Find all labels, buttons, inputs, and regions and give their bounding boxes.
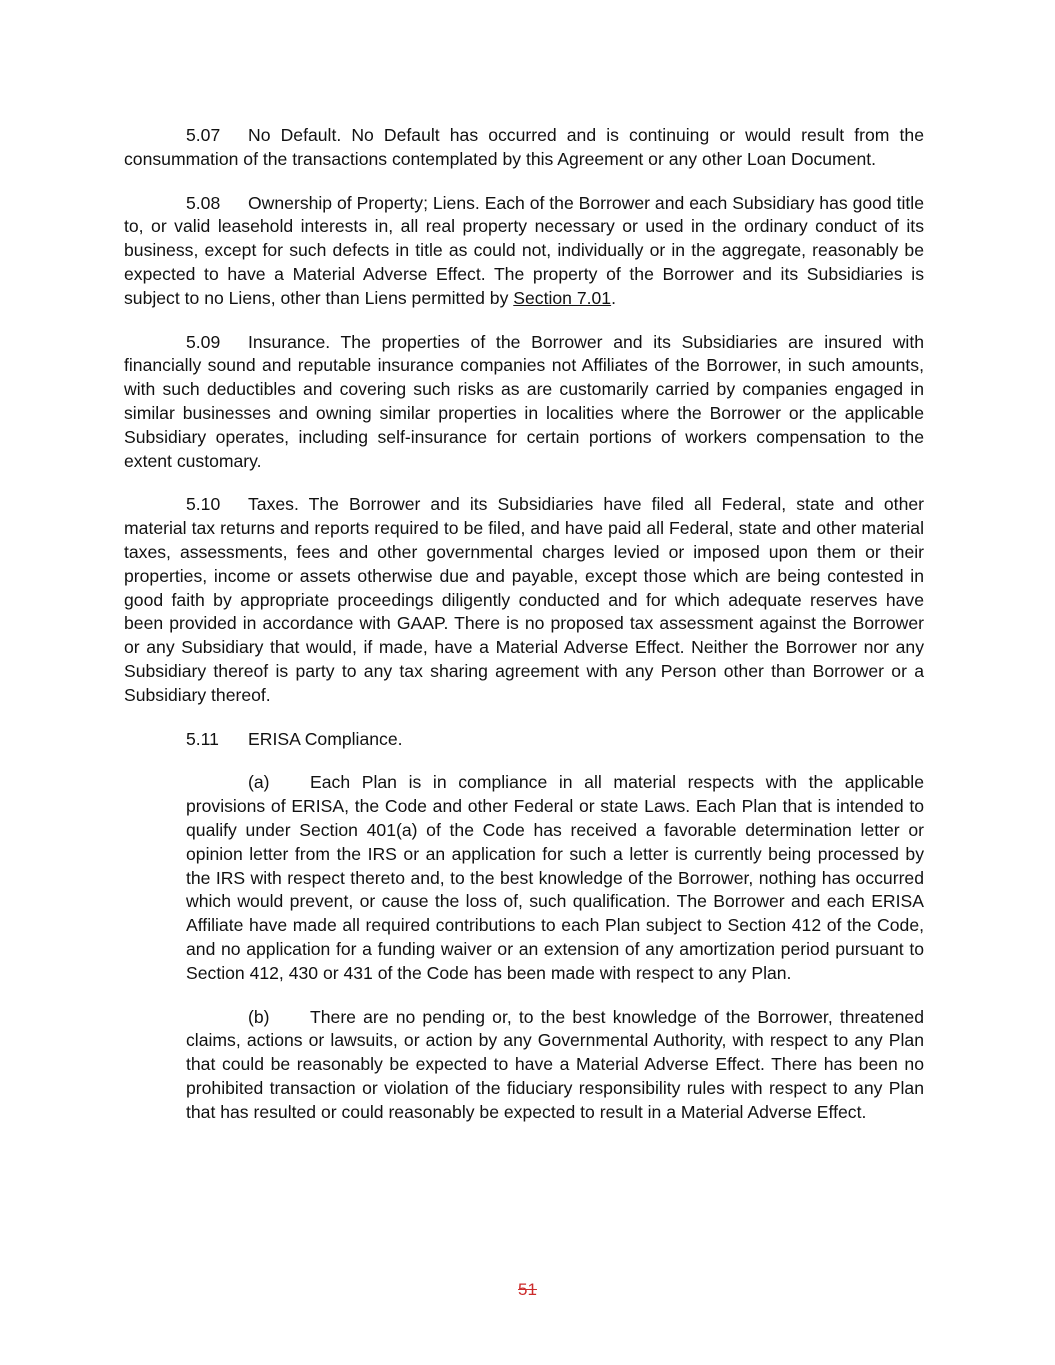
section-title: Taxes	[248, 494, 294, 515]
page-number: 51	[518, 1280, 537, 1299]
section-number: 5.07	[186, 125, 221, 145]
section-text: . The properties of the Borrower and its Subsidiaries are insured with financially sound and reputable insurance companies not Affiliates of the Borrower, in such amounts, with such deductibles and covering such risks as are customarily carried by companies engaged in similar businesses and owning similar properties in localities where the Borrower or the applicable Subsidiary operates, including self-insurance for certain portions of workers compensation to the extent customary.	[124, 331, 924, 471]
section-5-07	[124, 124, 924, 172]
section-text: . Each of the Borrower and each Subsidiary has good title to, or valid leasehold interests in, all real property necessary or used in the ordinary conduct of its business, except for such defects in title as could not, individually or in the aggregate, reasonably be expected to have a Material Adverse Effect. The property of the Borrower and its Subsidiaries is subject to no Liens, other than Liens permitted by	[124, 192, 924, 308]
section-title: ERISA Compliance	[248, 728, 398, 749]
section-number: 5.08	[186, 192, 221, 213]
section-title: Ownership of Property; Liens	[248, 192, 475, 213]
section-number: 5.09	[186, 331, 221, 352]
section-text: . No Default has occurred and is continuing or would result from the consummation of the transactions contemplated by this Agreement or any other Loan Document.	[124, 125, 925, 169]
document-body	[124, 124, 924, 1144]
section-number: 5.11	[186, 728, 219, 749]
subsection-label: (b)	[248, 1006, 270, 1027]
subsection-text: There are no pending or, to the best knowledge of the Borrower, threatened claims, actions or lawsuits, or action by any Governmental Authority, with respect to any Plan that could be reasonably be expected to have a Material Adverse Effect. There has been no prohibited transaction or violation of the fiduciary responsibility rules with respect to any Plan that has resulted or could reasonably be expected to result in a Material Adverse Effect.	[186, 1006, 924, 1122]
section-5-09	[124, 331, 924, 474]
subsection-a	[186, 771, 924, 985]
section-title: Insurance	[248, 331, 326, 352]
section-5-11	[124, 728, 924, 752]
section-title: No Default	[248, 125, 337, 145]
section-5-10	[124, 493, 924, 707]
section-5-08	[124, 192, 924, 311]
section-cross-reference: Section 7.01	[513, 287, 612, 308]
section-number: 5.10	[186, 494, 221, 515]
section-end: .	[397, 728, 403, 749]
subsection-b	[186, 1006, 924, 1125]
section-text: . The Borrower and its Subsidiaries have filed all Federal, state and other material tax returns and reports required to be filed, and have paid all Federal, state and other material taxes, assessments, fees and other governmental charges levied or imposed upon them or their properties, income or assets otherwise due and payable, except those which are being contested in good faith by appropriate proceedings diligently conducted and for which adequate reserves have been provided in accordance with GAAP. There is no proposed tax assessment against the Borrower or any Subsidiary that would, if made, have a Material Adverse Effect. Neither the Borrower nor any Subsidiary thereof is party to any tax sharing agreement with any Person other than Borrower or a Subsidiary thereof.	[124, 494, 924, 705]
section-end: .	[611, 287, 616, 308]
subsection-label: (a)	[248, 772, 270, 793]
subsection-text: Each Plan is in compliance in all material respects with the applicable provisions of ERISA, the Code and other Federal or state Laws. Each Plan that is intended to qualify under Section 401(a) of the Code has received a favorable determination letter or opinion letter from the IRS or an application for such a letter is currently being processed by the IRS with respect thereto and, to the best knowledge of the Borrower, nothing has occurred which would prevent, or cause the loss of, such qualification. The Borrower and each ERISA Affiliate have made all required contributions to each Plan subject to Section 412 of the Code, and no application for a funding waiver or an extension of any amortization period pursuant to Section 412, 430 or 431 of the Code has been made with respect to any Plan.	[186, 772, 924, 983]
